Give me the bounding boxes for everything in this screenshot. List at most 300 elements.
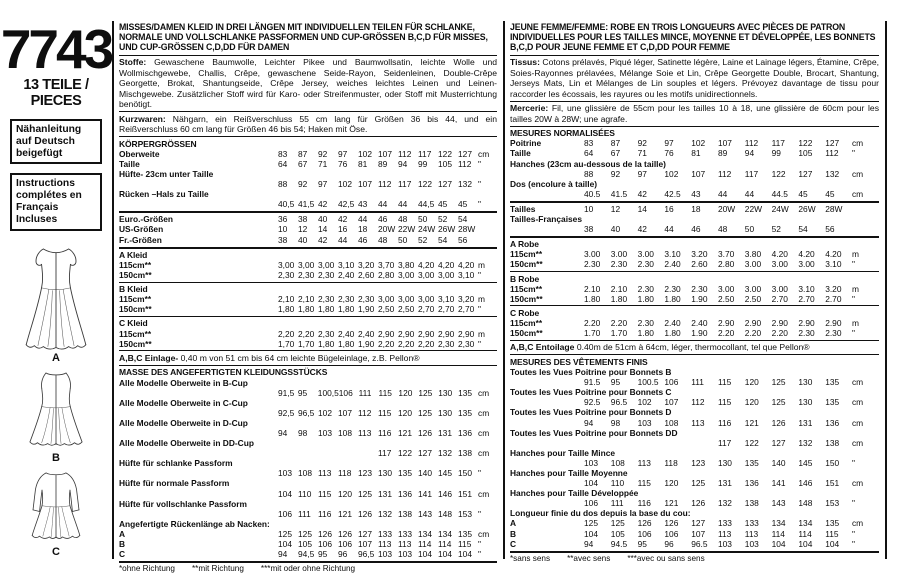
table-cell-unit: " <box>478 304 481 315</box>
table-cell-value: 92 <box>637 138 647 149</box>
table-cell-value: 2.30 <box>664 283 681 294</box>
table-row <box>510 458 879 468</box>
table-cell-value: 107 <box>378 148 392 159</box>
table-cell-value: 3,10 <box>338 259 355 270</box>
table-row <box>119 260 497 270</box>
table-cell-label <box>510 189 584 199</box>
table-cell-value: 117 <box>378 448 392 459</box>
table-section-header: C Kleid <box>119 318 148 329</box>
table-cell-value: 108 <box>298 468 312 479</box>
table-cell-value: 1,90 <box>358 338 375 349</box>
table-cell-value: 41.5 <box>610 188 628 199</box>
table-cell-value <box>611 438 638 448</box>
table-cell-label <box>119 199 278 209</box>
table-row <box>119 214 497 224</box>
table-row <box>119 304 497 314</box>
table-cell-value: 117 <box>398 179 412 190</box>
german-fabrics-label: Stoffe: <box>119 57 147 68</box>
table-cell-value: 2,20 <box>378 338 395 349</box>
german-interfacing-text: 0,40 m von 51 cm bis 64 cm leichte Bügeleinlage, z.B. Pellon® <box>178 352 420 363</box>
table-cell-value: 138 <box>458 448 472 459</box>
table-cell-value: 103 <box>378 549 392 560</box>
table-row <box>510 224 879 234</box>
table-cell-value: 130 <box>378 468 392 479</box>
table-cell-label: 115cm** <box>119 259 152 270</box>
table-cell-value: 45 <box>438 199 448 210</box>
table-cell-value: 2.30 <box>610 259 628 270</box>
table-cell-value: 2.90 <box>825 318 842 329</box>
table-cell-value: 1,80 <box>338 304 355 315</box>
table-cell-value: 100,5 <box>317 387 339 398</box>
table-cell-value: 127 <box>691 518 706 529</box>
table-cell-value: 42,5 <box>338 199 355 210</box>
table-cell-value: 76 <box>664 148 674 159</box>
table-cell-value: 2,90 <box>418 328 435 339</box>
table-cell-label <box>119 489 278 499</box>
table-cell-value: 3.00 <box>584 249 601 260</box>
table-row <box>510 529 879 539</box>
table-cell-value: 117 <box>744 168 759 179</box>
table-cell-value: 132 <box>717 498 732 509</box>
table-cell-value: 126 <box>418 428 432 438</box>
table-cell-value: 96,5 <box>358 549 375 560</box>
table-cell-value: 141 <box>771 478 786 489</box>
table-cell-label: 150cm** <box>510 328 543 339</box>
table-cell-value: 120 <box>398 407 412 418</box>
table-cell-value: 114 <box>418 539 432 550</box>
table-cell-value: 94 <box>584 538 594 549</box>
german-interfacing-label: A,B,C Einlage- <box>119 352 179 363</box>
table-cell-value: 89 <box>378 158 388 169</box>
table-cell-value: 96.5 <box>691 538 708 549</box>
table-cell-value: 120 <box>398 387 413 398</box>
table-cell-value: 67 <box>298 158 308 169</box>
table-cell-value: 2,30 <box>278 269 295 280</box>
table-cell-unit: m <box>478 328 485 339</box>
table-cell-unit: " <box>478 179 481 190</box>
table-cell-value: 3.10 <box>664 249 681 260</box>
divider <box>510 101 879 102</box>
table-cell-value <box>358 448 378 458</box>
table-cell-value: 2,10 <box>278 294 295 305</box>
table-cell-value: 145 <box>438 468 452 479</box>
table-cell-value: 125 <box>418 387 433 398</box>
table-cell-value: 16 <box>664 203 674 214</box>
table-cell-value: 3,00 <box>278 259 295 270</box>
table-row <box>119 489 497 499</box>
table-cell-unit: " <box>478 468 481 479</box>
table-cell-unit: cm <box>851 138 864 149</box>
table-cell-value: 130 <box>438 407 452 418</box>
table-cell-value: 96 <box>338 549 348 560</box>
french-yardage-table <box>510 239 879 338</box>
table-cell-value: 1.80 <box>637 328 654 339</box>
french-fabrics-label: Tissus: <box>510 57 540 68</box>
table-cell-value: 44 <box>378 199 388 210</box>
table-cell-unit <box>852 204 879 214</box>
table-cell-unit: m <box>851 283 859 294</box>
table-cell-label: Fr.-Größen <box>119 234 162 245</box>
table-cell-label <box>119 408 278 418</box>
table-cell-value: 1,80 <box>278 304 295 315</box>
table-cell-value: 2.20 <box>610 318 628 329</box>
table-cell-value: 24W <box>418 224 436 235</box>
table-cell-value: 135 <box>825 518 840 529</box>
french-footnotes <box>510 554 879 564</box>
table-cell-label: 150cm** <box>510 259 543 270</box>
table-cell-value: 88 <box>584 168 594 179</box>
table-cell-value: 95 <box>637 538 647 549</box>
table-cell-value: 2,20 <box>418 338 435 349</box>
dress-view-c-illustration <box>15 468 97 546</box>
table-cell-label <box>119 448 278 458</box>
table-cell-label: B <box>119 539 126 550</box>
table-cell-value: 2,40 <box>338 269 355 280</box>
footnote-with-nap: **mit Richtung <box>192 564 244 574</box>
table-row <box>510 438 879 448</box>
table-cell-value: 2,40 <box>358 328 375 339</box>
table-cell-value: 2.20 <box>584 318 601 329</box>
table-cell-value: 125 <box>771 397 786 408</box>
table-cell-value: 104 <box>278 488 292 499</box>
table-cell-value: 83 <box>584 138 594 149</box>
table-cell-value: 146 <box>438 488 452 499</box>
table-cell-value: 114 <box>798 528 812 539</box>
table-cell-value: 106 <box>584 498 598 509</box>
table-row <box>119 388 497 398</box>
table-cell-value: 125 <box>771 377 786 388</box>
table-cell-value: 113 <box>398 539 412 550</box>
table-cell-value: 3,00 <box>418 294 435 305</box>
table-cell-value: 107 <box>358 179 372 190</box>
table-cell-value: 2.80 <box>717 259 735 270</box>
divider <box>510 354 879 355</box>
table-cell-label: B <box>510 528 517 539</box>
table-cell-value: 136 <box>825 417 840 428</box>
table-cell-value: 97 <box>318 179 328 190</box>
table-cell-value: 3.00 <box>744 283 762 294</box>
table-cell-value: 111 <box>610 498 624 509</box>
table-cell-value: 115 <box>378 387 392 398</box>
table-cell-value: 2.70 <box>825 293 842 304</box>
divider <box>119 282 497 283</box>
table-cell-unit: m <box>478 259 485 270</box>
table-cell-value: 140 <box>771 457 786 468</box>
table-cell-value: 122 <box>438 148 452 159</box>
table-cell-value: 145 <box>798 457 813 468</box>
french-interfacing-text: 0.40m de 51cm à 64cm, léger, thermocollant, tel que Pellon® <box>574 342 810 353</box>
french-fabrics-paragraph <box>510 57 879 99</box>
table-cell-value: 123 <box>358 468 372 479</box>
table-cell-unit: " <box>478 199 481 210</box>
table-cell-value: 40 <box>298 234 308 245</box>
table-row <box>510 498 879 508</box>
table-cell-label <box>510 438 584 448</box>
table-cell-value: 2.60 <box>691 259 708 270</box>
table-cell-value: 3.00 <box>637 249 654 260</box>
table-cell-value: 2,30 <box>318 294 335 305</box>
table-cell-value: 112 <box>717 168 732 179</box>
table-cell-value: 103 <box>398 549 412 560</box>
table-row <box>510 318 879 328</box>
table-cell-unit: " <box>478 158 481 169</box>
table-cell-value: 108 <box>610 457 625 468</box>
table-cell-value: 107 <box>664 397 679 408</box>
table-cell-value: 112 <box>458 158 472 169</box>
pattern-number: 7743 <box>0 18 112 80</box>
table-cell-value: 125 <box>298 528 312 539</box>
table-cell-value: 117 <box>717 437 732 448</box>
table-cell-unit: m <box>851 318 859 329</box>
table-cell-label: 115cm** <box>119 294 152 305</box>
table-cell-value: 1.80 <box>610 293 628 304</box>
table-cell-value: 118 <box>338 468 352 479</box>
table-row <box>119 529 497 539</box>
divider <box>510 201 879 203</box>
table-cell-value: 92.5 <box>584 397 601 408</box>
table-cell-value: 2.10 <box>610 283 628 294</box>
content-area <box>0 18 887 574</box>
table-cell-value <box>338 448 358 458</box>
table-cell-value: 2,90 <box>458 328 475 339</box>
table-cell-label: C <box>119 549 126 560</box>
table-cell-value: 2.50 <box>717 293 735 304</box>
table-row <box>510 259 879 269</box>
table-cell-value: 45 <box>458 199 468 210</box>
table-cell-label: A <box>510 518 517 529</box>
table-cell-value: 91,5 <box>278 387 295 398</box>
table-cell-value: 127 <box>418 448 432 459</box>
table-cell-unit: " <box>478 508 481 519</box>
table-cell-value: 40,5 <box>278 199 295 210</box>
german-body-measurements-table <box>119 149 497 210</box>
table-cell-value: 125 <box>584 518 598 529</box>
table-cell-value: 104 <box>798 538 813 549</box>
table-cell-value: 114 <box>438 539 452 550</box>
table-cell-value: 103 <box>278 468 292 479</box>
table-cell-value: 2.40 <box>664 318 681 329</box>
french-instructions-box: Instructions complétes en Français Incluses <box>10 173 102 230</box>
dress-view-b-illustration <box>15 368 97 452</box>
table-cell-value: 127 <box>825 138 840 149</box>
table-row <box>510 518 879 528</box>
table-row <box>119 509 497 519</box>
table-cell-label <box>510 458 584 468</box>
table-cell-value: 98 <box>610 417 621 428</box>
table-cell-value: 2.90 <box>717 318 735 329</box>
table-cell-value: 2.70 <box>798 293 815 304</box>
table-row-label: Hüfte- 23cm unter Taille <box>119 169 214 179</box>
table-cell-value: 126 <box>664 518 679 529</box>
table-cell-value: 94 <box>398 158 408 169</box>
table-section-header: A Kleid <box>119 249 148 260</box>
divider <box>119 247 497 249</box>
table-cell-value: 105 <box>798 148 813 159</box>
table-cell-value <box>318 448 338 458</box>
table-cell-value: 3,00 <box>438 269 455 280</box>
table-cell-value: 2.20 <box>771 328 788 339</box>
table-cell-value: 113 <box>358 428 372 438</box>
french-interfacing-label: A,B,C Entoilage <box>510 342 575 353</box>
table-cell-value: 104 <box>584 478 598 489</box>
table-row <box>119 539 497 549</box>
table-cell-value: 81 <box>691 148 701 159</box>
table-cell-value: 50 <box>398 234 408 245</box>
table-cell-value: 112 <box>744 138 759 149</box>
table-cell-value: 2.30 <box>637 283 654 294</box>
table-cell-label <box>510 397 584 407</box>
table-cell-value: 97 <box>338 148 348 159</box>
table-cell-label: 115cm** <box>119 328 152 339</box>
table-cell-unit: " <box>478 539 481 550</box>
table-cell-value: 148 <box>438 508 452 519</box>
table-cell-value: 2.40 <box>664 259 681 270</box>
table-cell-value: 135 <box>825 397 840 408</box>
table-cell-value: 125 <box>278 528 292 539</box>
table-cell-value: 113 <box>691 417 705 428</box>
table-cell-value: 94 <box>278 428 288 438</box>
table-cell-value: 1,90 <box>358 304 375 315</box>
table-cell-value: 3.00 <box>744 259 762 270</box>
table-cell-value: 3,20 <box>458 294 475 305</box>
table-cell-value: 115 <box>825 528 839 539</box>
table-cell-value: 48 <box>398 214 408 225</box>
table-cell-value: 91.5 <box>584 377 601 388</box>
footnote-with-or-without-nap: ***avec ou sans sens <box>627 553 705 563</box>
table-row <box>510 294 879 304</box>
table-cell-value: 2,30 <box>458 338 475 349</box>
table-cell-value: 116 <box>378 428 392 438</box>
table-cell-value: 3.70 <box>717 249 735 260</box>
table-cell-value: 2.90 <box>771 318 788 329</box>
table-cell-value: 3.80 <box>744 249 762 260</box>
table-cell-label: Poitrine <box>510 138 542 149</box>
table-cell-value: 130 <box>438 387 453 398</box>
table-cell-value: 134 <box>418 528 432 539</box>
table-row <box>510 169 879 179</box>
table-cell-value: 44 <box>744 188 755 199</box>
table-cell-value: 150 <box>825 457 840 468</box>
table-cell-value: 3,00 <box>418 269 435 280</box>
table-cell-value: 121 <box>744 417 759 428</box>
table-row-label: Hüfte für schlanke Passform <box>119 458 233 469</box>
table-cell-value: 107 <box>691 168 706 179</box>
table-cell-value: 42.5 <box>664 188 681 199</box>
table-cell-value: 2,40 <box>338 328 355 339</box>
german-fabrics-text: Gewaschene Baumwolle, Leichter Pikee und Baumwollsatin, leichte Wolle und Wollmischgewebe, Challis, Crêpe, gewaschene Seide-Rayon, Seidenleinen, Double-Crêpe Georgette, Brokat, Shantungseide, Crêpe Jersey, weiches leichtes Leinen und Leinen-Mischgewebe. Zusätzlicher Stoff wird für Karo- oder Streifenmuster, oder Stoff mit Musterrichtung benötigt. <box>119 57 498 110</box>
table-cell-value: 2,20 <box>298 328 315 339</box>
french-finished-measurements-table <box>510 367 879 549</box>
divider <box>510 551 879 553</box>
table-cell-value: 88 <box>278 179 288 190</box>
table-cell-value: 20W <box>717 203 736 214</box>
table-cell-value: 92 <box>318 148 328 159</box>
table-cell-value: 46 <box>691 224 701 235</box>
table-cell-value: 2,30 <box>358 294 375 305</box>
table-row <box>119 149 497 159</box>
table-section-header: B Robe <box>510 273 540 284</box>
table-cell-unit: " <box>851 328 855 339</box>
table-cell-value: 64 <box>278 158 288 169</box>
table-cell-unit: cm <box>478 448 490 459</box>
table-cell-value: 3,10 <box>438 294 455 305</box>
table-cell-value: 131 <box>798 417 813 428</box>
table-cell-value: 126 <box>691 498 706 509</box>
table-cell-value: 134 <box>798 518 813 529</box>
table-cell-value: 106 <box>664 377 679 388</box>
french-interfacing-line <box>510 342 879 353</box>
french-column <box>505 21 887 563</box>
table-row-label: Toutes les Vues Poitrine pour Bonnets C <box>510 387 672 398</box>
table-row-label: Alle Modelle Oberweite in B-Cup <box>119 377 248 388</box>
german-yardage-table <box>119 250 497 349</box>
table-cell-value: 48 <box>378 234 388 245</box>
divider <box>510 236 879 238</box>
table-cell-value: 121 <box>398 428 412 438</box>
table-cell-value: 132 <box>378 508 392 519</box>
divider <box>119 365 497 366</box>
table-cell-value: 104 <box>825 538 840 549</box>
table-cell-value: 2.30 <box>825 328 842 339</box>
table-cell-label: Oberweite <box>119 148 160 159</box>
table-cell-value: 104 <box>418 549 432 560</box>
table-cell-value: 99 <box>771 148 781 159</box>
table-cell-value: 113 <box>637 457 651 468</box>
table-cell-value: 120 <box>664 478 679 489</box>
table-cell-value: 38 <box>584 224 594 235</box>
divider <box>119 561 497 563</box>
table-cell-value: 3.00 <box>610 249 628 260</box>
table-cell-value: 1,80 <box>338 338 355 349</box>
table-cell-value: 127 <box>458 148 472 159</box>
table-cell-value: 44 <box>358 214 368 225</box>
divider <box>119 55 497 56</box>
table-row <box>119 224 497 234</box>
table-cell-value: 95 <box>318 549 328 560</box>
german-instructions-box: Nähanleitung auf Deutsch beigefügt <box>10 119 102 164</box>
table-cell-value: 44.5 <box>771 188 788 199</box>
table-cell-value: 1.70 <box>584 328 601 339</box>
table-cell-label <box>119 179 278 189</box>
table-cell-value: 2.90 <box>744 318 762 329</box>
table-cell-value: 121 <box>664 498 679 509</box>
table-row <box>119 199 497 209</box>
table-cell-value: 44 <box>717 188 728 199</box>
table-cell-label: 150cm** <box>119 304 152 315</box>
table-cell-value: 102 <box>338 179 352 190</box>
table-cell-value: 67 <box>610 148 621 159</box>
table-cell-value: 127 <box>798 168 813 179</box>
table-row <box>119 235 497 245</box>
table-cell-value: 42 <box>318 199 328 210</box>
table-cell-value: 38 <box>298 214 308 225</box>
table-cell-value: 3.20 <box>691 249 708 260</box>
table-row <box>119 408 497 418</box>
table-cell-unit: " <box>851 457 855 468</box>
table-cell-label <box>510 224 584 234</box>
table-cell-unit: cm <box>478 407 490 418</box>
table-row-label: Toutes les Vues Poitrine pour Bonnets D <box>510 407 672 418</box>
german-notions-text: Nähgarn, ein Reißverschluss 55 cm lang für Größen 36 bis 44, und ein Reißverschluss 60 cm lang für Größen 46 bis 54; Haken mit Öse. <box>119 113 497 135</box>
table-cell-value: 138 <box>825 437 840 448</box>
table-cell-label <box>510 478 584 488</box>
table-cell-value: 131 <box>438 428 452 438</box>
table-row <box>119 468 497 478</box>
table-cell-value: 41,5 <box>298 199 315 210</box>
table-cell-value: 116 <box>318 508 332 519</box>
table-cell-value: 115 <box>717 397 732 408</box>
table-cell-value: 126 <box>338 528 352 539</box>
